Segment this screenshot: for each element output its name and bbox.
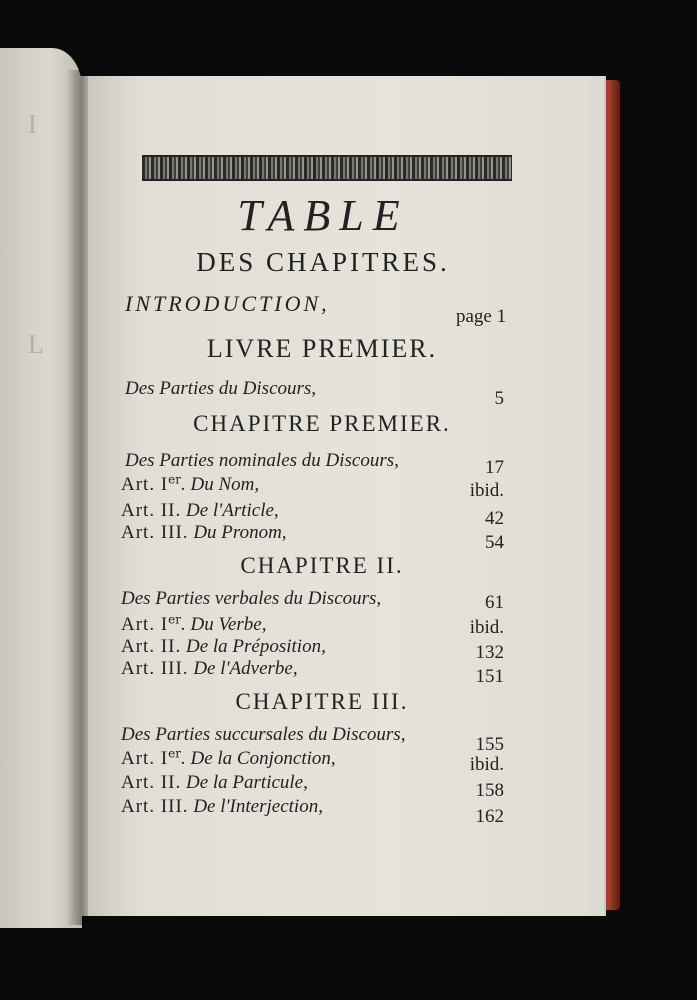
toc-entry: Art. II. De l'Article, (121, 500, 279, 521)
chapter-heading: CHAPITRE II. (240, 553, 404, 578)
toc-entry: Des Parties succursales du Discours, (121, 724, 406, 745)
toc-page: 54 (485, 532, 504, 553)
toc-entry: Art. Ier. Du Verbe, (121, 612, 267, 635)
toc-entry: Art. III. Du Pronom, (121, 522, 287, 543)
parts-page: 5 (494, 388, 504, 409)
toc-page: 17 (485, 457, 504, 478)
ornamental-headband (142, 155, 512, 181)
page-title: TABLE (237, 191, 409, 240)
book-title: LIVRE PREMIER. (206, 334, 438, 363)
intro-page: page 1 (456, 306, 507, 327)
toc-page: 132 (475, 642, 504, 663)
toc-page: 151 (475, 666, 504, 687)
toc-entry: Art. Ier. Du Nom, (121, 472, 260, 495)
toc-entry: Art. Ier. De la Conjonction, (121, 746, 336, 769)
chapter-heading: CHAPITRE III. (235, 689, 409, 714)
toc-page: 162 (475, 806, 504, 827)
toc-entry: Des Parties verbales du Discours, (121, 588, 382, 609)
toc-page: 158 (475, 780, 504, 801)
left-page-bleed-mark: I (28, 110, 37, 139)
page-subtitle: DES CHAPITRES. (196, 247, 450, 277)
toc-page: ibid. (469, 754, 504, 775)
toc-entry: Art. III. De l'Interjection, (121, 796, 323, 817)
toc-page: 42 (485, 508, 504, 529)
toc-page: 155 (475, 734, 504, 755)
toc-entry: Des Parties nominales du Discours, (125, 450, 399, 471)
toc-page: 61 (485, 592, 504, 613)
left-page-bleed-mark: L (28, 330, 44, 359)
toc-entry: Art. III. De l'Adverbe, (121, 658, 298, 679)
toc-entry: Art. II. De la Préposition, (121, 636, 326, 657)
chapter-heading: CHAPITRE PREMIER. (193, 411, 451, 436)
intro-label: INTRODUCTION, (125, 291, 330, 316)
toc-page: ibid. (469, 480, 504, 501)
toc-entry: Art. II. De la Particule, (121, 772, 308, 793)
parts-label: Des Parties du Discours, (125, 378, 317, 399)
toc-page: ibid. (469, 617, 504, 638)
